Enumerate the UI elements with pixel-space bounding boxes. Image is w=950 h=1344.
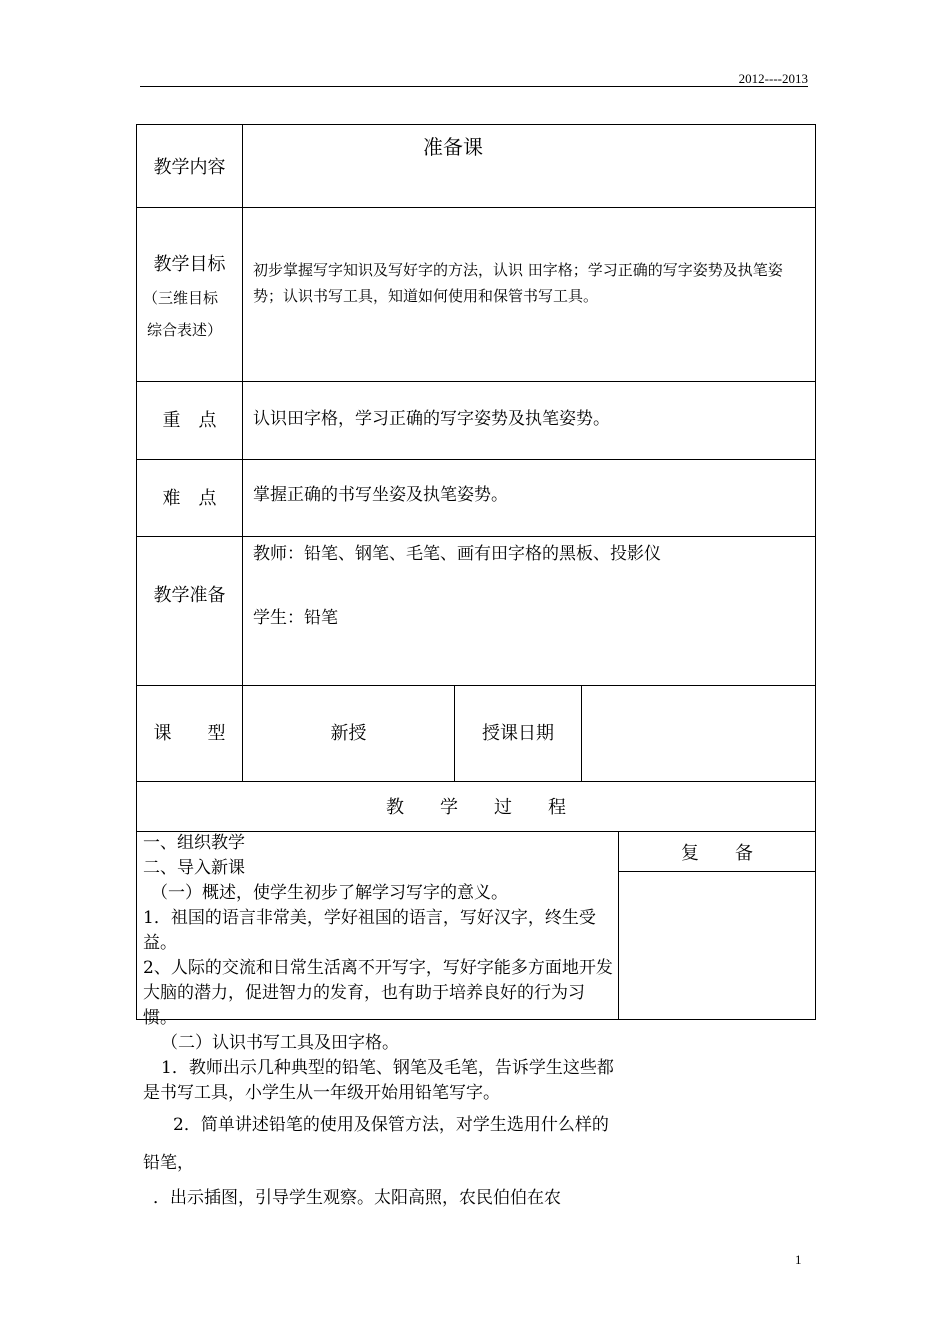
process-line: （二）认识书写工具及田字格。 — [161, 1033, 399, 1053]
lesson-type-label: 课 型 — [153, 723, 226, 744]
preparation-label: 教学准备 — [153, 585, 226, 606]
process-line: 2．简单讲述铅笔的使用及保管方法，对学生选用什么样的铅笔， — [143, 1115, 609, 1173]
process-heading: 教 学 过 程 — [386, 797, 566, 818]
lesson-date-label: 授课日期 — [482, 723, 554, 744]
row-divider — [137, 207, 815, 208]
header-year: 2012----2013 — [738, 71, 808, 86]
process-line: 一、组织教学 — [143, 833, 245, 853]
row-divider — [137, 685, 815, 686]
process-line: 二、导入新课 — [143, 858, 245, 878]
difficulty-value: 掌握正确的书写坐姿及执笔姿势。 — [253, 485, 508, 505]
row-divider — [137, 381, 815, 382]
review-heading: 复 备 — [681, 843, 753, 864]
row-divider — [137, 459, 815, 460]
content-value: 准备课 — [423, 135, 483, 159]
difficulty-label: 难 点 — [162, 488, 217, 509]
header-rule — [140, 86, 808, 87]
process-line: 1．祖国的语言非常美，学好祖国的语言，写好汉字，终生受益。 — [143, 908, 596, 953]
row-divider — [137, 536, 815, 537]
lesson-type-value: 新授 — [330, 723, 367, 744]
side-divider — [619, 871, 815, 872]
preparation-teacher: 教师：铅笔、钢笔、毛笔、画有田字格的黑板、投影仪 — [253, 544, 661, 564]
objectives-sub1: （三维目标 — [143, 289, 219, 307]
page-number: 1 — [795, 1252, 802, 1267]
process-line: 2、人际的交流和日常生活离不开写字，写好字能多方面地开发大脑的潜力，促进智力的发育，也有助于培养良好的行为习惯。 — [143, 958, 613, 1028]
objectives-sub2: 综合表述） — [147, 321, 223, 339]
key-point-value: 认识田字格，学习正确的写字姿势及执笔姿势。 — [253, 409, 610, 429]
process-body — [143, 831, 617, 1211]
content-label: 教学内容 — [153, 157, 226, 178]
lesson-plan-table — [136, 124, 816, 1208]
date-column-divider — [581, 685, 582, 781]
process-line: 1．教师出示几种典型的铅笔、钢笔及毛笔，告诉学生这些都是书写工具，小学生从一年级开始用铅笔写字。 — [143, 1058, 614, 1103]
objectives-label: 教学目标 — [153, 254, 226, 275]
preparation-student: 学生：铅笔 — [253, 608, 338, 628]
process-line: （一）概述，使学生初步了解学习写字的意义。 — [151, 883, 508, 903]
objectives-value: 初步掌握写字知识及写好字的方法，认识 田字格；学习正确的写字姿势及执笔姿势；认识书写工具，知道如何使用和保管书写工具。 — [253, 261, 783, 306]
process-line: ．出示插图，引导学生观察。太阳高照，农民伯伯在农 — [153, 1188, 561, 1208]
row-divider — [137, 781, 815, 782]
label-column-divider — [242, 125, 243, 781]
key-point-label: 重 点 — [162, 410, 217, 431]
